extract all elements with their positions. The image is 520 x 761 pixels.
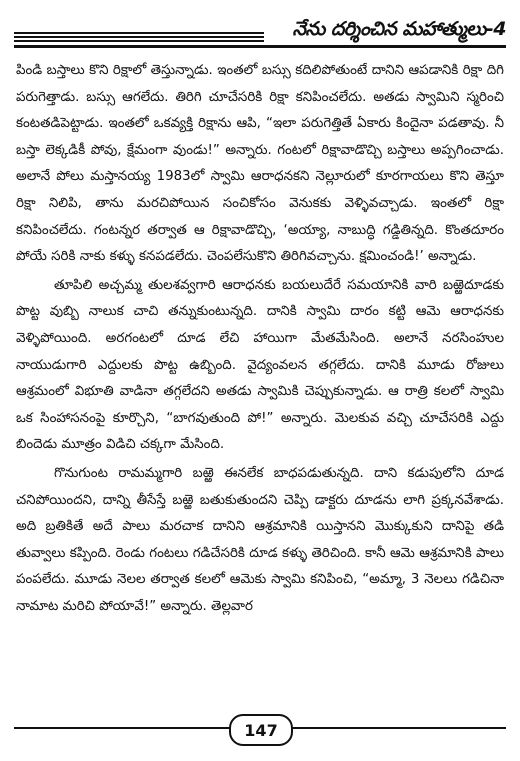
book-title: నేను దర్శించిన మహాత్ములు-4 bbox=[292, 18, 506, 40]
header-underline bbox=[14, 45, 506, 48]
page-footer bbox=[14, 712, 506, 746]
page-number-badge bbox=[229, 714, 293, 746]
page-body bbox=[16, 58, 504, 708]
header-decorative-rule bbox=[14, 32, 264, 42]
paragraph-3: గొనుగుంట రామమ్మగారి బఱ్ఱె ఈనలేక బాధపడుతున్నది. దాని కడుపులోని దూడ చనిపోయిందని, దాన్ని తీసేస్తే బఱ్ఱె బతుకుతుందని చెప్పి డాక్టరు దూడను లాగి ప్రక్కనవేశాడు. అది బ్రతికితే అదే పాలు మరచాక దానిని ఆశ్రమానికి యిస్తానని మొక్కుకుని దానిపై తడి తువ్వాలు కప్పింది. రెండు గంటలు గడిచేసరికి దూడ కళ్ళు తెరిచింది. కానీ ఆమె ఆశ్రమానికి పాలు పంపలేదు. మూడు నెలల తర్వాత కలలో ఆమెకు స్వామి కనిపించి, “అమ్మా, 3 నెలలు గడిచినా నామాట మరిచి పోయావే!” అన్నారు. తెల్లవార bbox=[16, 465, 504, 614]
paragraph-1: పిండి బస్తాలు కొని రిక్షాలో తెస్తున్నాడు. ఇంతలో బస్సు కదిలిపోతుంటే దానిని ఆపడానికి రిక్షా దిగి పరుగెత్తాడు. బస్సు ఆగలేదు. తిరిగి చూచేసరికి రిక్షా కనిపించలేదు. అతడు స్వామిని స్మరించి కంటతడిపెట్టాడు. ఇంతలో ఒకవ్యక్తి రిక్షాను ఆపి, “ఇలా పరుగెత్తితే ఏకారు కిందైనా పడతావు. నీ బస్తా లెక్కడికీ పోవు, క్షేమంగా వుండు!” అన్నారు. గంటలో రిక్షావాడొచ్చి బస్తాలు అప్పగించాడు. అలానే పోలు మస్తానయ్య 1983లో స్వామి ఆరాధనకని నెల్లూరులో కూరగాయలు కొని తెస్తూ రిక్షా నిలిపి, తాను మరచిపోయిన సంచికోసం వెనుకకు వెళ్ళివచ్చాడు. ఇంతలో రిక్షా కనిపించలేదు. గంటన్నర తర్వాత ఆ రిక్షావాడొచ్చి, ‘అయ్యా, నాబుద్ధి గడ్డితిన్నది. కొంతదూరం పోయే సరికి నాకు కళ్ళు కనపడలేదు. చెంపలేసుకొని తిరిగివచ్చాను. క్షమించండి!’ అన్నాడు. bbox=[16, 63, 504, 265]
paragraph-2: తూపిలి అచ్చమ్మ తులశవ్వగారి ఆరాధనకు బయలుదేరే సమయానికి వారి బఱ్ఱెదూడకు పొట్ట వుబ్బి నాలుక చాచి తన్నుకుంటున్నది. దానికి స్వామి దారం కట్టి ఆమె ఆరాధనకు వెళ్ళిపోయింది. అరగంటలో దూడ లేచి హాయిగా మేతమేసింది. అలానే నరసింహుల నాయుడుగారి ఎద్దులకు పొట్ట ఉబ్బింది. వైద్యంవలన తగ్గలేదు. దానికి మూడు రోజులు ఆశ్రమంలో విభూతి వాడినా తగ్గలేదని అతడు స్వామికి చెప్పుకున్నాడు. ఆ రాత్రి కలలో స్వామి ఒక సింహాసనంపై కూర్చొని, “బాగవుతుంది పో!” అన్నారు. మెలకువ వచ్చి చూచేసరికి ఎద్దు బిందెడు మూత్రం విడిచి చక్కగా మేసింది. bbox=[16, 277, 504, 453]
running-header bbox=[14, 14, 506, 48]
page-number: 147 bbox=[244, 720, 278, 740]
